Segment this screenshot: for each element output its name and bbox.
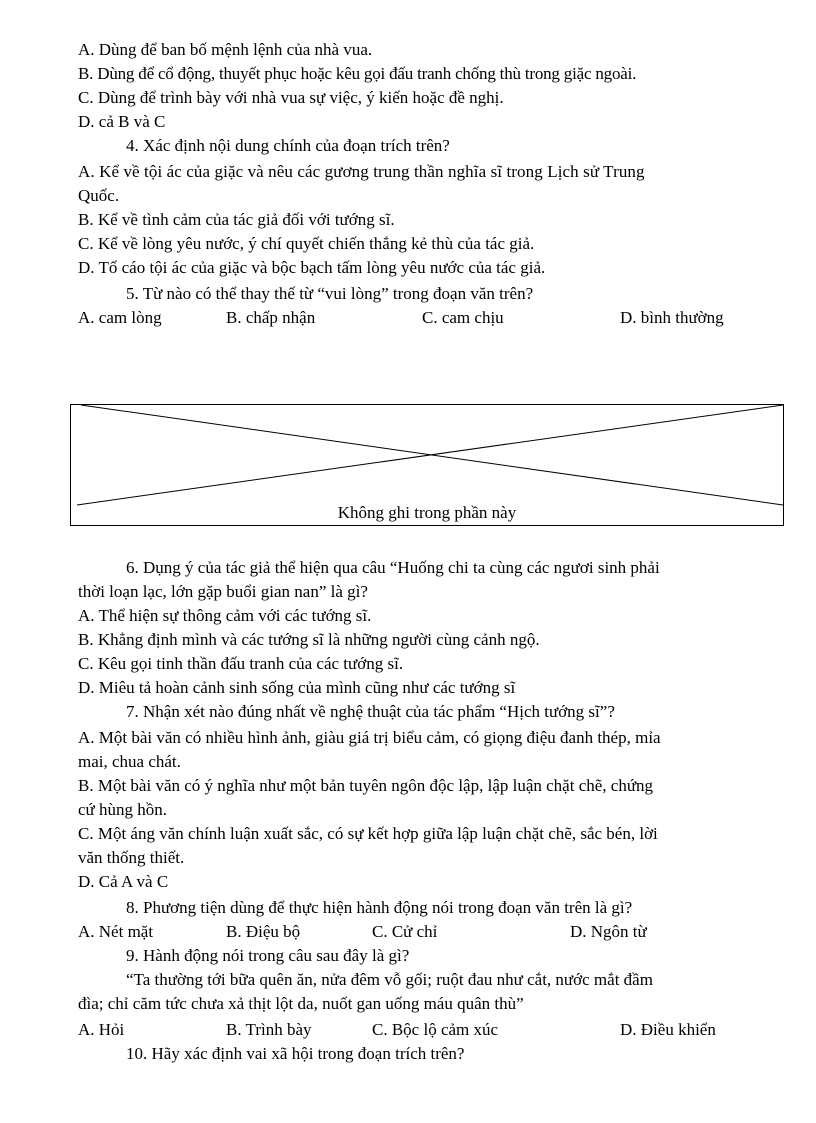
no-write-caption: Không ghi trong phần này (337, 503, 517, 522)
q4-option-d: D. Tố cáo tội ác của giặc và bộc bạch tấm lòng yêu nước của tác giả. (78, 258, 546, 277)
q9-options-row (0, 1018, 816, 1042)
q7-option-b-line2: cứ hùng hồn. (78, 800, 168, 819)
q6-option-c: C. Kêu gọi tinh thần đấu tranh của các tướng sĩ. (78, 654, 404, 673)
q5-option-b: B. chấp nhận (226, 308, 316, 327)
q4-option-b: B. Kể về tình cảm của tác giả đối với tướng sĩ. (78, 210, 395, 229)
q4-question: 4. Xác định nội dung chính của đoạn trích trên? (126, 136, 450, 155)
q6-option-a: A. Thể hiện sự thông cảm với các tướng sĩ. (78, 606, 372, 625)
q4-option-c: C. Kể về lòng yêu nước, ý chí quyết chiến thắng kẻ thù của tác giả. (78, 234, 535, 253)
q6-option-d: D. Miêu tả hoàn cảnh sinh sống của mình cũng như các tướng sĩ (78, 678, 516, 697)
q8-option-d: D. Ngôn từ (570, 922, 647, 941)
q9-quote-line2: đìa; chỉ căm tức chưa xả thịt lột da, nuốt gan uống máu quân thù” (78, 994, 524, 1013)
q7-option-b-line1: B. Một bài văn có ý nghĩa như một bản tuyên ngôn độc lập, lập luận chặt chẽ, chứng (78, 776, 654, 795)
q9-option-c: C. Bộc lộ cảm xúc (372, 1020, 499, 1039)
q8-question: 8. Phương tiện dùng để thực hiện hành động nói trong đoạn văn trên là gì? (126, 898, 633, 917)
q6-option-b: B. Khẳng định mình và các tướng sĩ là những người cùng cảnh ngộ. (78, 630, 540, 649)
q3-option-a: A. Dùng để ban bố mệnh lệnh của nhà vua. (78, 40, 373, 59)
q9-quote-line1: “Ta thường tới bữa quên ăn, nửa đêm vỗ gối; ruột đau như cắt, nước mắt đầm (126, 970, 653, 989)
q5-option-c: C. cam chịu (422, 308, 504, 327)
q9-question: 9. Hành động nói trong câu sau đây là gì? (126, 946, 410, 965)
q5-option-a: A. cam lòng (78, 308, 162, 327)
q9-option-d: D. Điều khiển (620, 1020, 716, 1039)
q8-options-row (0, 920, 816, 944)
q7-question: 7. Nhận xét nào đúng nhất về nghệ thuật của tác phẩm “Hịch tướng sĩ”? (126, 702, 615, 721)
q5-question: 5. Từ nào có thể thay thế từ “vui lòng” trong đoạn văn trên? (126, 284, 534, 303)
q10-question: 10. Hãy xác định vai xã hội trong đoạn trích trên? (126, 1044, 465, 1063)
q4-option-a-line2: Quốc. (78, 186, 120, 205)
q8-option-c: C. Cử chỉ (372, 922, 438, 941)
q7-option-c-line2: văn thống thiết. (78, 848, 185, 867)
no-write-box (70, 404, 784, 526)
q6-question-line2: thời loạn lạc, lớn gặp buổi gian nan” là gì? (78, 582, 368, 601)
q4-option-a-line1: A. Kể về tội ác của giặc và nêu các gương trung thần nghĩa sĩ trong Lịch sử Trung (78, 162, 645, 181)
q6-question-line1: 6. Dụng ý của tác giả thể hiện qua câu “Huống chi ta cùng các ngươi sinh phải (126, 558, 660, 577)
q3-option-b: B. Dùng để cổ động, thuyết phục hoặc kêu gọi đấu tranh chống thù trong giặc ngoài. (78, 64, 637, 83)
q3-option-d: D. cả B và C (78, 112, 166, 131)
q7-option-a-line1: A. Một bài văn có nhiều hình ảnh, giàu giá trị biểu cảm, có giọng điệu đanh thép, mỉa (78, 728, 661, 747)
q9-option-a: A. Hỏi (78, 1020, 125, 1039)
q5-option-d: D. bình thường (620, 308, 724, 327)
q9-option-b: B. Trình bày (226, 1020, 312, 1039)
q5-options-row (0, 306, 816, 330)
q3-option-c: C. Dùng để trình bày với nhà vua sự việc, ý kiến hoặc đề nghị. (78, 88, 504, 107)
q7-option-d: D. Cả A và C (78, 872, 169, 891)
q7-option-a-line2: mai, chua chát. (78, 752, 181, 771)
q8-option-a: A. Nét mặt (78, 922, 154, 941)
q8-option-b: B. Điệu bộ (226, 922, 301, 941)
q7-option-c-line1: C. Một áng văn chính luận xuất sắc, có sự kết hợp giữa lập luận chặt chẽ, sắc bén, lời (78, 824, 658, 843)
